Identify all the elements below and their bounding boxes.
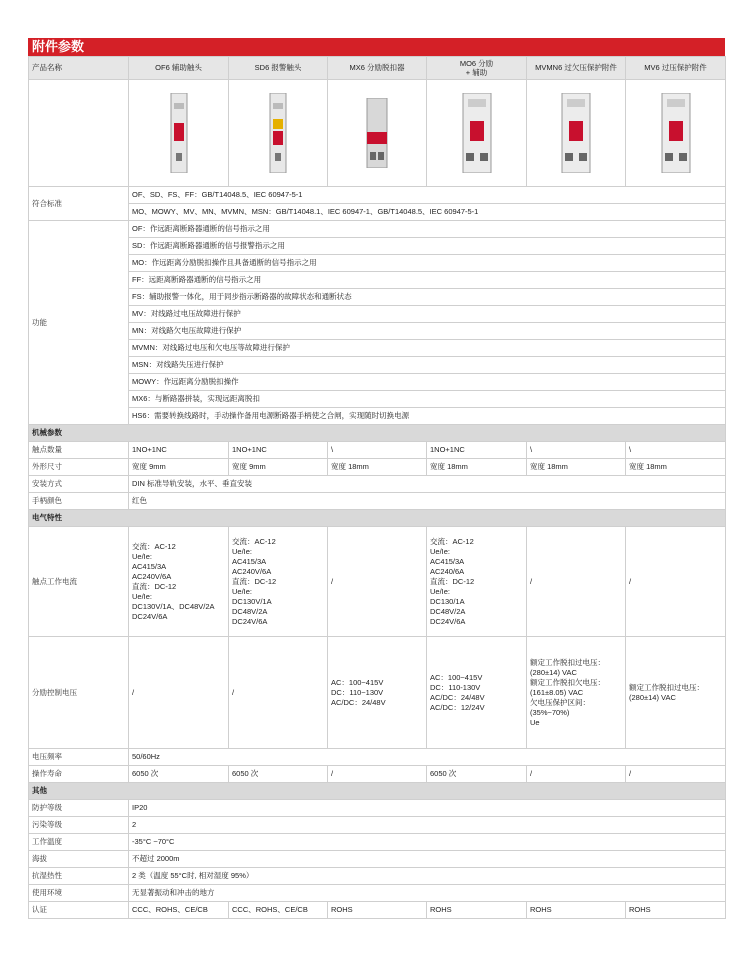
function-line: SD：作远距离断路器通断的信号报警指示之用: [129, 238, 726, 255]
cell: ROHS: [527, 902, 626, 919]
table-row: [29, 868, 726, 885]
table-row: [29, 306, 726, 323]
mx6-device-icon: [328, 80, 427, 187]
row-label: 防护等级: [29, 800, 129, 817]
product-name: MX6 分励脱扣器: [328, 57, 427, 80]
cell: 红色: [129, 493, 726, 510]
section-heading: 其他: [29, 783, 726, 800]
cell: 交流：AC-12 Ue/Ie: AC415/3A AC240V/6A 直流：DC-12 Ue/Ie: DC130V/1A DC48V/2A DC24V/6A: [229, 527, 328, 637]
function-line: HS6：需要转换线路时，手动操作备用电源断路器手柄使之合闸，实现随时切换电源: [129, 408, 726, 425]
function-line: OF：作远距离断路器通断的信号指示之用: [129, 221, 726, 238]
table-row: [29, 272, 726, 289]
cell: 6050 次: [229, 766, 328, 783]
section-heading: 机械参数: [29, 425, 726, 442]
cell: 宽度 18mm: [527, 459, 626, 476]
cell: DIN 标准导轨安装，水平、垂直安装: [129, 476, 726, 493]
row-label: 符合标准: [29, 187, 129, 221]
cell: /: [527, 527, 626, 637]
row-label: 使用环境: [29, 885, 129, 902]
cell: CCC、ROHS、CE/CB: [129, 902, 229, 919]
row-label: 工作温度: [29, 834, 129, 851]
row-label: 分励控制电压: [29, 637, 129, 749]
cell: 6050 次: [129, 766, 229, 783]
table-row: [29, 459, 726, 476]
cell: IP20: [129, 800, 726, 817]
cell: ROHS: [427, 902, 527, 919]
table-row: [29, 255, 726, 272]
cell: 宽度 18mm: [328, 459, 427, 476]
image-row: [29, 80, 726, 187]
section-row: [29, 783, 726, 800]
standards-line: MO、MOWY、MV、MN、MVMN、MSN：GB/T14048.1、IEC 60947-1、GB/T14048.5、IEC 60947-5-1: [129, 204, 726, 221]
cell: 额定工作脱扣过电压： (280±14) VAC 额定工作脱扣欠电压： (161±8.05) VAC 欠电压保护区间：(35%~70%) Ue: [527, 637, 626, 749]
row-label: 认证: [29, 902, 129, 919]
cell: \: [626, 442, 726, 459]
function-line: MOWY：作远距离分励脱扣操作: [129, 374, 726, 391]
cell: 2 类（温度 55°C时, 相对湿度 95%）: [129, 868, 726, 885]
cell: 额定工作脱扣过电压： (280±14) VAC: [626, 637, 726, 749]
table-row: [29, 221, 726, 238]
table-row: [29, 800, 726, 817]
cell: 宽度 9mm: [129, 459, 229, 476]
row-label: 功能: [29, 221, 129, 425]
row-label: 海拔: [29, 851, 129, 868]
cell: 无显著振动和冲击的地方: [129, 885, 726, 902]
spec-table: [28, 56, 726, 919]
function-line: MSN：对线路失压进行保护: [129, 357, 726, 374]
cell: /: [328, 766, 427, 783]
section-row: [29, 425, 726, 442]
cell: 1NO+1NC: [229, 442, 328, 459]
cell: /: [626, 766, 726, 783]
row-label: 操作寿命: [29, 766, 129, 783]
product-name: MVMN6 过欠压保护附件: [527, 57, 626, 80]
table-row: [29, 187, 726, 204]
cell: /: [129, 637, 229, 749]
header-label: 产品名称: [29, 57, 129, 80]
table-row: [29, 476, 726, 493]
table-row: [29, 902, 726, 919]
cell: 1NO+1NC: [129, 442, 229, 459]
cell: 交流：AC-12 Ue/Ie: AC415/3A AC240/6A 直流：DC-12 Ue/Ie: DC130/1A DC48V/2A DC24V/6A: [427, 527, 527, 637]
table-row: [29, 238, 726, 255]
of6-device-icon: [129, 80, 229, 187]
cell: 宽度 18mm: [427, 459, 527, 476]
table-row: [29, 851, 726, 868]
cell: \: [527, 442, 626, 459]
function-line: FF：远距离断路器通断的信号指示之用: [129, 272, 726, 289]
table-row: [29, 289, 726, 306]
cell: 宽度 9mm: [229, 459, 328, 476]
section-row: [29, 510, 726, 527]
cell: 2: [129, 817, 726, 834]
cell: ROHS: [626, 902, 726, 919]
table-row: [29, 493, 726, 510]
cell: 6050 次: [427, 766, 527, 783]
product-name: MO6 分励 + 辅助: [427, 57, 527, 80]
product-name: MV6 过压保护附件: [626, 57, 726, 80]
cell: /: [527, 766, 626, 783]
table-row: [29, 885, 726, 902]
table-row: [29, 749, 726, 766]
function-line: MN：对线路欠电压故障进行保护: [129, 323, 726, 340]
cell: -35°C ~70°C: [129, 834, 726, 851]
row-label: 电压频率: [29, 749, 129, 766]
section-title: 附件参数: [28, 38, 725, 56]
product-name: OF6 辅助触头: [129, 57, 229, 80]
row-label: 污染等级: [29, 817, 129, 834]
function-line: MO：作远距离分励脱扣操作且具备通断的信号指示之用: [129, 255, 726, 272]
cell: 不超过 2000m: [129, 851, 726, 868]
function-line: MVMN：对线路过电压和欠电压等故障进行保护: [129, 340, 726, 357]
cell: 宽度 18mm: [626, 459, 726, 476]
table-row: [29, 391, 726, 408]
cell: \: [328, 442, 427, 459]
table-row: [29, 637, 726, 749]
cell: 交流：AC-12 Ue/Ie: AC415/3A AC240V/6A 直流：DC-12 Ue/Ie: DC130V/1A、DC48V/2A DC24V/6A: [129, 527, 229, 637]
section-heading: 电气特性: [29, 510, 726, 527]
cell: /: [626, 527, 726, 637]
row-label: 抗湿热性: [29, 868, 129, 885]
row-label: 手柄颜色: [29, 493, 129, 510]
standards-line: OF、SD、FS、FF：GB/T14048.5、IEC 60947-5-1: [129, 187, 726, 204]
table-row: [29, 204, 726, 221]
row-label: 外形尺寸: [29, 459, 129, 476]
mo6-device-icon: [427, 80, 527, 187]
row-label: 触点工作电流: [29, 527, 129, 637]
table-row: [29, 357, 726, 374]
product-name: SD6 报警触头: [229, 57, 328, 80]
cell: /: [229, 637, 328, 749]
table-row: [29, 374, 726, 391]
mv6-device-icon: [626, 80, 726, 187]
row-label: 触点数量: [29, 442, 129, 459]
table-row: [29, 408, 726, 425]
table-row: [29, 340, 726, 357]
table-row: [29, 817, 726, 834]
mvmn6-device-icon: [527, 80, 626, 187]
function-line: MX6：与断路器拼装，实现远距离脱扣: [129, 391, 726, 408]
table-row: [29, 766, 726, 783]
cell: 1NO+1NC: [427, 442, 527, 459]
cell: /: [328, 527, 427, 637]
function-line: MV：对线路过电压故障进行保护: [129, 306, 726, 323]
table-row: [29, 834, 726, 851]
table-row: [29, 442, 726, 459]
cell: CCC、ROHS、CE/CB: [229, 902, 328, 919]
table-row: [29, 323, 726, 340]
table-row: [29, 527, 726, 637]
cell: AC：100~415V DC：110~130V AC/DC：24/48V: [328, 637, 427, 749]
function-line: FS：辅助报警一体化，用于同步指示断路器的故障状态和通断状态: [129, 289, 726, 306]
row-label: 安装方式: [29, 476, 129, 493]
cell: AC：100~415V DC：110-130V AC/DC：24/48V AC/DC：12/24V: [427, 637, 527, 749]
cell: ROHS: [328, 902, 427, 919]
sd6-device-icon: [229, 80, 328, 187]
header-row: [29, 57, 726, 80]
cell: 50/60Hz: [129, 749, 726, 766]
